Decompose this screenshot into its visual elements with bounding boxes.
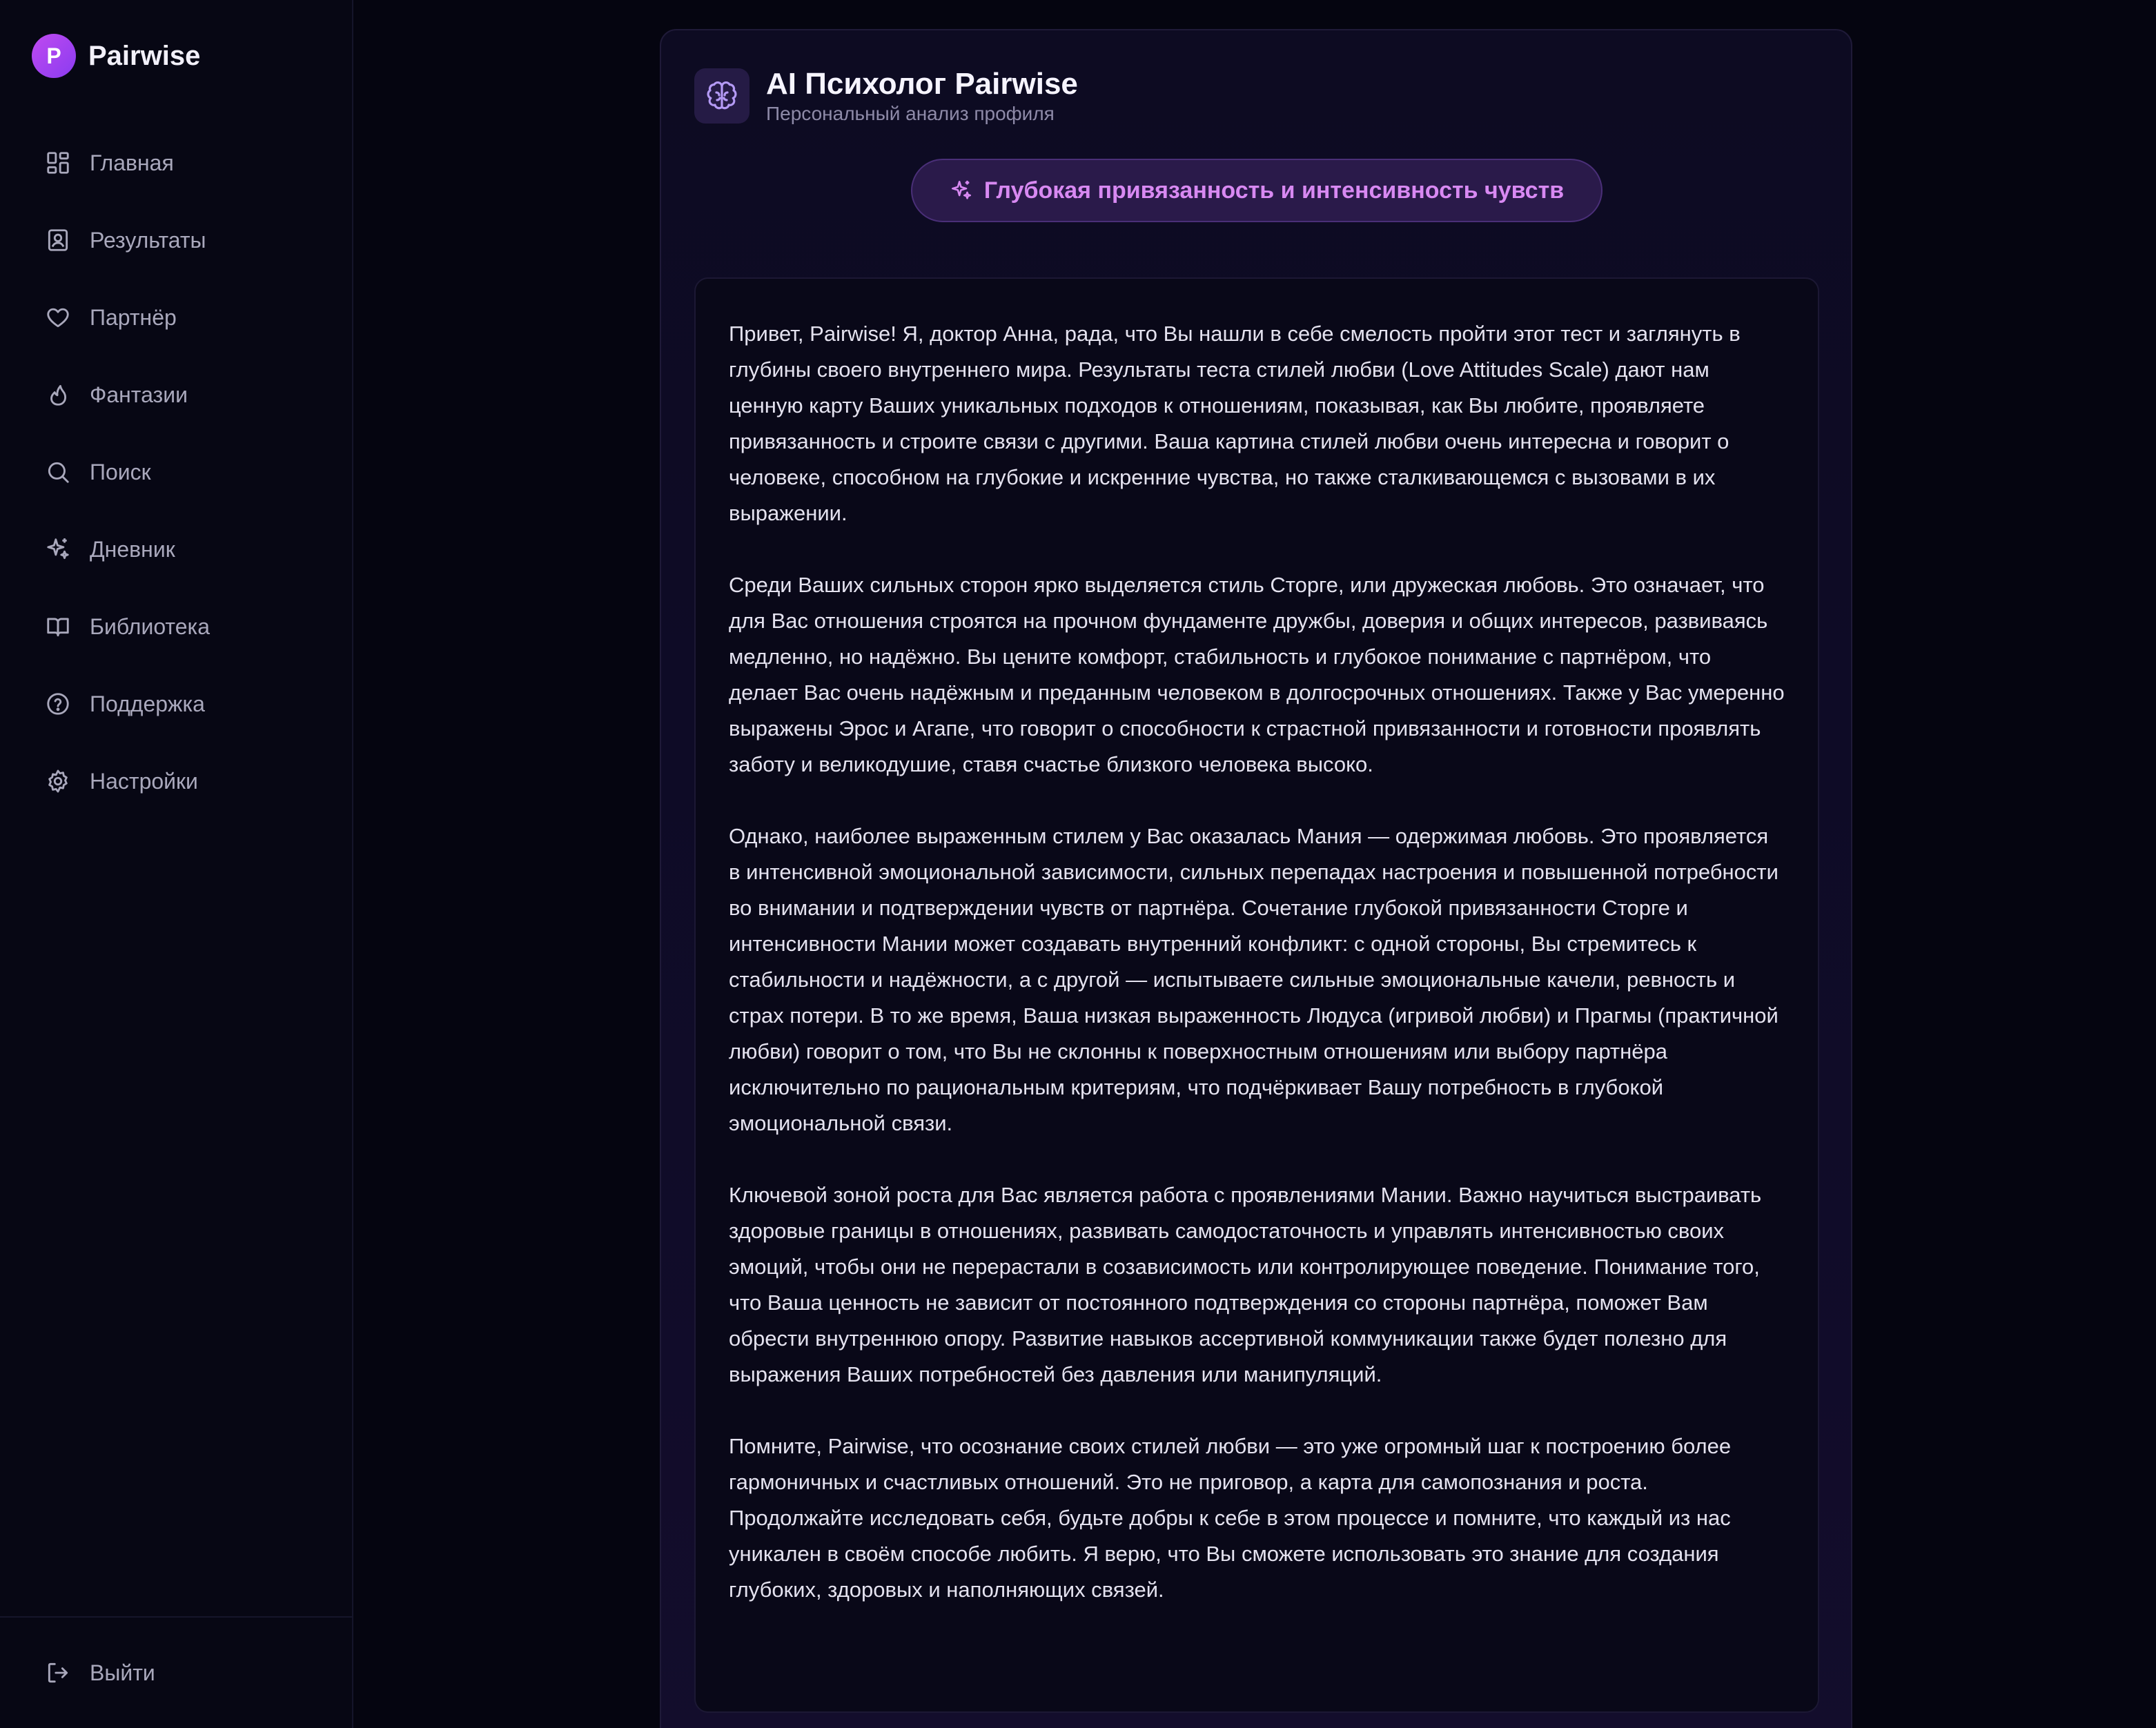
sidebar-item-results[interactable] [0,202,352,279]
help-icon [44,690,72,718]
grid-icon [44,149,72,177]
sidebar-footer [0,1616,352,1728]
analysis-paragraph: Среди Ваших сильных сторон ярко выделяется стиль Сторге, или дружеская любовь. Это означает, что для Вас отношения строятся на прочном фундаменте дружбы, доверия и общих интересов, развиваясь медленно, но надёжно. Вы цените комфорт, стабильность и глубокое понимание с партнёром, что делает Вас очень надёжным и преданным человеком в долгосрочных отношениях. Также у Вас умеренно выражены Эрос и Агапе, что говорит о способности к страстной привязанности и готовности проявлять заботу и великодушие, ставя счастье близкого человека высоко. [729,573,1785,776]
analysis-paragraph: Помните, Pairwise, что осознание своих стилей любви — это уже огромный шаг к построению более гармоничных и счастливых отношений. Это не приговор, а карта для самопознания и роста. Продолжайте исследовать себя, будьте добры к себе в этом процессе и помните, что каждый из нас уникален в своём способе любить. Я верю, что Вы сможете использовать это знание для создания глубоких, здоровых и наполняющих связей. [729,1434,1732,1602]
analysis-text [694,277,1819,1713]
card-header [694,66,1078,126]
page-subtitle: Персональный анализ профиля [766,103,1055,124]
analysis-paragraph: Ключевой зоной роста для Вас является работа с проявлениями Мании. Важно научиться выстраивать здоровые границы в отношениях, развивать самодостаточность и управлять интенсивностью своих эмоций, чтобы они не перерастали в созависимость или контролирующее поведение. Понимание того, что Ваша ценность не зависит от постоянного подтверждения со стороны партнёра, поможет Вам обрести внутреннюю опору. Развитие навыков ассертивной коммуникации также будет полезно для выражения Ваших потребностей без давления или манипуляций. [729,1183,1762,1386]
search-icon [44,458,72,486]
brand-avatar: P [32,34,76,78]
sparkles-icon [44,536,72,563]
header-text [766,66,1078,126]
sidebar-item-settings[interactable] [0,743,352,820]
sidebar-item-label: Дневник [90,536,175,562]
sidebar-item-partner[interactable] [0,279,352,356]
brain-icon [694,68,749,124]
sidebar-item-label: Библиотека [90,613,210,639]
analysis-paragraph: Однако, наиболее выраженным стилем у Вас оказалась Мания — одержимая любовь. Это проявляется в интенсивной эмоциональной зависимости, сильных перепадах настроения и повышенной потребности во внимании и подтверждении чувств от партнёра. Сочетание глубокой привязанности Сторге и интенсивности Мании может создавать внутренний конфликт: с одной стороны, Вы стремитесь к стабильности и надёжности, а с другой — испытываете сильные эмоциональные качели, ревность и страх потери. В то же время, Ваша низкая выраженность Людуса (игривой любви) и Прагмы (практичной любви) говорит о том, что Вы не склонны к поверхностным отношениям или выбору партнёра исключительно по рациональным критериям, что подчёркивает Вашу потребность в глубокой эмоциональной связи. [729,824,1778,1135]
sidebar-item-home[interactable] [0,124,352,202]
sidebar-item-label: Главная [90,150,174,175]
analysis-paragraph: Привет, Pairwise! Я, доктор Анна, рада, что Вы нашли в себе смелость пройти этот тест и заглянуть в глубины своего внутреннего мира. Результаты теста стилей любви (Love Attitudes Scale) дают нам ценную карту Ваших уникальных подходов к отношениям, показывая, как Вы любите, проявляете привязанность и строите связи с другими. Ваша картина стилей любви очень интересна и говорит о человеке, способном на глубокие и искренние чувства, но также сталкивающемся с вызовами в их выражении. [729,322,1741,525]
sidebar-item-label: Настройки [90,768,198,794]
sidebar-nav [0,124,352,820]
sidebar-item-support[interactable] [0,665,352,743]
psychologist-card [660,29,1852,1728]
sidebar [0,0,353,1728]
sidebar-item-label: Партнёр [90,304,177,330]
heart-icon [44,304,72,331]
sidebar-item-label: Фантазии [90,382,188,407]
theme-badge [911,159,1603,222]
sidebar-item-search[interactable] [0,433,352,511]
book-icon [44,613,72,640]
brand[interactable] [32,33,200,79]
sidebar-item-library[interactable] [0,588,352,665]
sidebar-item-label: Поддержка [90,691,205,716]
logout-button[interactable] [44,1652,155,1693]
sparkles-icon [950,179,973,202]
logout-icon [44,1659,72,1687]
gear-icon [44,767,72,795]
page-title: AI Психолог Pairwise [766,67,1078,101]
sidebar-item-diary[interactable] [0,511,352,588]
sidebar-item-label: Результаты [90,227,206,253]
logout-label: Выйти [90,1660,155,1685]
sidebar-item-fantasies[interactable] [0,356,352,433]
brand-name: Pairwise [88,40,201,71]
results-icon [44,226,72,254]
main-content [353,0,2156,1728]
flame-icon [44,381,72,409]
sidebar-item-label: Поиск [90,459,151,484]
badge-label: Глубокая привязанность и интенсивность чувств [983,177,1565,204]
